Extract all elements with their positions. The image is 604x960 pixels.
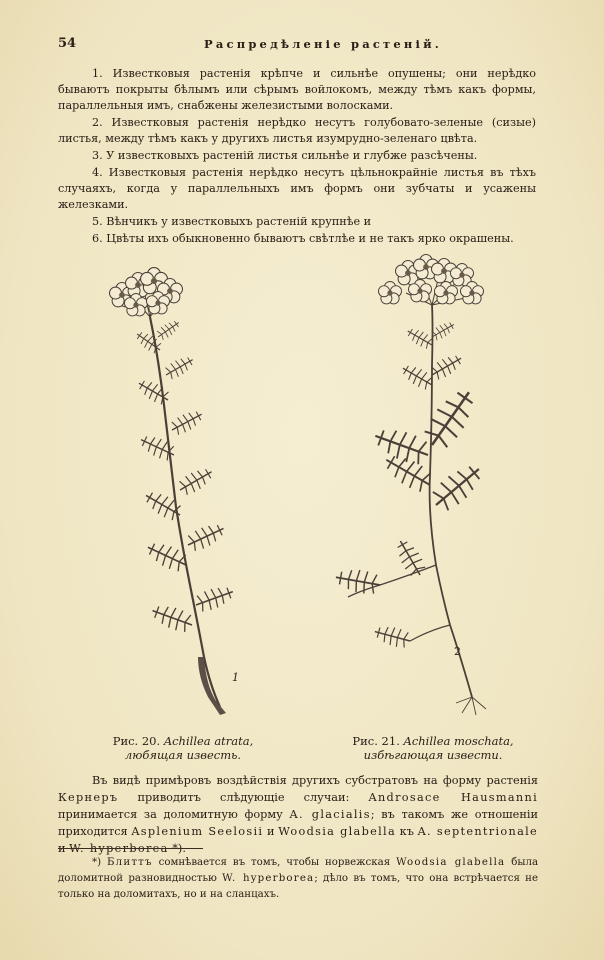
segment: Androsace Hausmanni xyxy=(368,791,538,804)
segment: Asplenium Seelosii xyxy=(131,825,264,838)
segment: и xyxy=(58,842,70,855)
segment: и xyxy=(263,825,279,838)
figure-20-caption xyxy=(108,734,258,762)
body-paragraph xyxy=(58,772,538,857)
botanical-plate xyxy=(80,245,520,725)
segment: A. glacialis xyxy=(289,808,371,821)
segment: Woodsia glabella xyxy=(278,825,396,838)
caption-21-note: избѣгающая извести. xyxy=(363,748,503,762)
segment: A. septentrionale xyxy=(417,825,538,838)
point-1: 1. Известковыя растенія крѣпче и сильнѣе опушены; они нерѣдко бываютъ покрыты бѣлымъ или сѣрымъ войлокомъ, между тѣмъ какъ формы, параллельныя имъ, снабжены железистыми волосками. xyxy=(58,67,536,112)
numbered-points xyxy=(58,66,536,248)
caption-20-note: любящая известь. xyxy=(124,748,242,762)
segment: ; въ такомъ же отношеніи приходится xyxy=(58,808,538,838)
running-title: Распредѣленіе растеній. xyxy=(204,37,443,51)
figure-21-caption xyxy=(348,734,518,762)
page-header xyxy=(58,36,538,54)
point-3: 3. У известковыхъ растеній листья сильнѣе и глубже разсѣчены. xyxy=(92,149,478,162)
caption-21-species: Achillea moschata, xyxy=(403,734,514,748)
point-4: 4. Известковыя растенія нерѣдко несутъ цѣльнокрайніе листья въ тѣхъ случаяхъ, когда у параллельныхъ имъ формъ они зубчаты и усажены железками. xyxy=(58,166,536,211)
achillea-atrata-drawing xyxy=(110,268,237,715)
segment: Блиттъ xyxy=(107,857,153,868)
point-2: 2. Известковыя растенія нерѣдко несутъ голубовато-зеленые (сизые) листья, между тѣмъ какъ у другихъ листья изумрудно-зеленаго цвѣта. xyxy=(58,116,536,145)
figure-2-label: 2 xyxy=(454,645,461,658)
segment: ; дѣло въ томъ, что она встрѣчается не только на доломитахъ, но и на сланцахъ. xyxy=(58,873,538,900)
segment: къ xyxy=(395,825,418,838)
segment: *). xyxy=(168,842,186,855)
footnote-divider xyxy=(58,848,203,849)
segment: W. hyperborea xyxy=(69,842,169,855)
segment: принимается за доломитную форму xyxy=(58,808,290,821)
segment: приводитъ слѣдующіе случаи: xyxy=(118,791,369,804)
caption-20-prefix: Рис. 20. xyxy=(112,734,161,748)
segment: Кернеръ xyxy=(58,791,119,804)
segment: W. hyperborea xyxy=(222,873,315,884)
caption-20-species: Achillea atrata, xyxy=(163,734,254,748)
achillea-moschata-drawing xyxy=(334,255,488,715)
segment: сомнѣвается въ томъ, чтобы норвежская xyxy=(152,857,397,868)
point-6: 6. Цвѣты ихъ обыкновенно бываютъ свѣтлѣе и не такъ ярко окрашены. xyxy=(92,232,514,245)
segment: Woodsia glabella xyxy=(396,857,506,868)
segment: *) xyxy=(92,857,107,868)
point-5: 5. Вѣнчикъ у известковыхъ растеній крупнѣе и xyxy=(92,215,372,228)
footnote xyxy=(58,855,538,903)
figure-1-label: 1 xyxy=(232,671,239,684)
page-number: 54 xyxy=(58,36,77,51)
plant-engravings xyxy=(80,245,520,725)
caption-21-prefix: Рис. 21. xyxy=(352,734,400,748)
segment: была доломитной разновидностью xyxy=(58,857,539,884)
segment: Въ видѣ примѣровъ воздѣйствія другихъ субстратовъ на форму растенія xyxy=(92,774,538,787)
